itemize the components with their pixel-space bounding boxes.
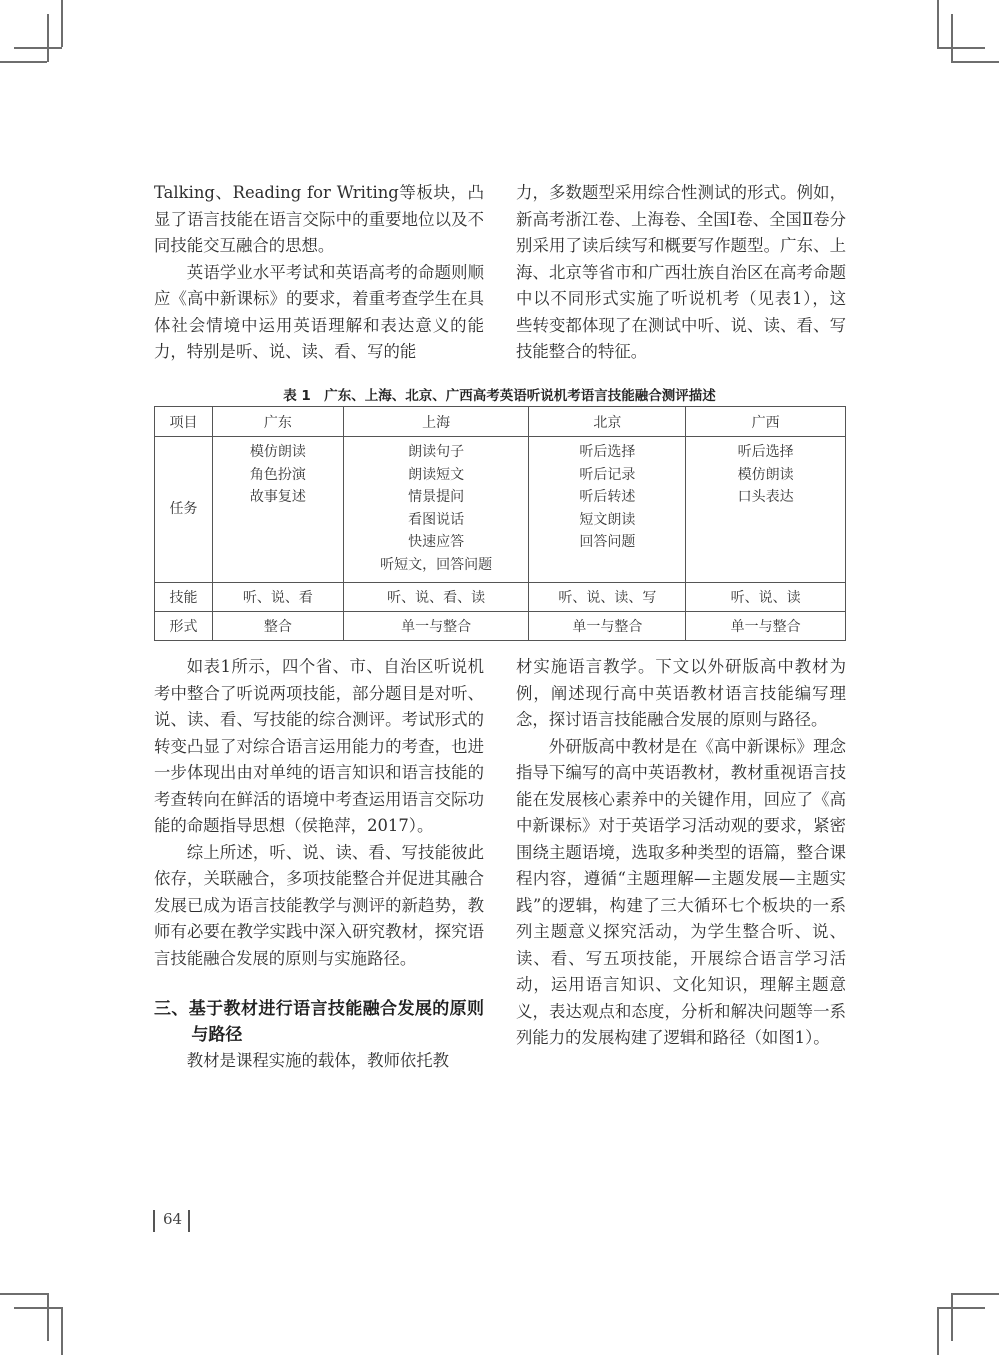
page-number xyxy=(163,1210,182,1228)
skills-guangxi: 听、说、读 xyxy=(686,583,846,612)
row-label: 技能 xyxy=(155,583,213,612)
task-item: 角色扮演 xyxy=(249,466,306,483)
crop-mark-bottom-left xyxy=(14,1307,62,1309)
form-guangxi: 单一与整合 xyxy=(686,612,846,641)
crop-mark-top-left xyxy=(14,47,62,49)
crop-mark-top-left xyxy=(47,14,49,62)
task-item: 回答问题 xyxy=(579,534,636,550)
page-number-bar-right xyxy=(188,1210,190,1232)
task-item: 听后记录 xyxy=(579,466,636,483)
task-item: 情景提问 xyxy=(408,489,465,505)
paragraph: 力，多数题型采用综合性测试的形式。例如，新高考浙江卷、上海卷、全国Ⅰ卷、全国Ⅱ卷分别采用了读后续写和概要写作题型。广东、上海、北京等省市和广西壮族自治区在高考命题中以不同形式实施了听说机考（见表1），这些转变都体现了在测试中听、说、读、看、写技能整合的特征。 xyxy=(516,183,846,361)
paragraph: 材实施语言教学。下文以外研版高中教材为例，阐述现行高中英语教材语言技能编写理念，探讨语言技能融合发展的原则与路径。 xyxy=(516,657,846,729)
task-item: 朗读短文 xyxy=(408,466,465,483)
section-heading: 三、基于教材进行语言技能融合发展的原则与路径 xyxy=(154,999,484,1045)
paragraph: 教材是课程实施的载体，教师依托教 xyxy=(186,1051,450,1070)
row-label: 形式 xyxy=(155,612,213,641)
paragraph: 外研版高中教材是在《高中新课标》理念指导下编写的高中英语教材，教材重视语言技能在发展核心素养中的关键作用，回应了《高中新课标》对于英语学习活动观的要求，紧密围绕主题语境，选取多种类型的语篇，整合课程内容，遵循“主题理解—主题发展—主题实践”的逻辑，构建了三大循环七个板块的一系列主题意义探究活动，为学生整合听、说、读、看、写五项技能，开展综合语言学习活动，运用语言知识、文化知识，理解主题意义，表达观点和态度，分析和解决问题等一系列能力的发展构建了逻辑和路径（如图1）。 xyxy=(516,736,846,1047)
task-item: 故事复述 xyxy=(249,489,306,505)
paragraph: 如表1所示，四个省、市、自治区听说机考中整合了听说两项技能，部分题目是对听、说、读、看、写技能的综合测评。考试形式的转变凸显了对综合语言运用能力的考查，也进一步体现出由对单纯的语言知识和语言技能的考查转向在鲜活的语境中考查运用语言交际功能的命题指导思想（侯艳萍，2017）。 xyxy=(154,657,484,835)
header-shanghai: 上海 xyxy=(343,407,529,437)
task-item: 模仿朗读 xyxy=(249,444,306,460)
crop-mark-bottom-right xyxy=(951,1293,953,1341)
table-row-tasks xyxy=(155,437,846,583)
form-shanghai: 单一与整合 xyxy=(343,612,529,641)
page-number-bar-left xyxy=(153,1210,155,1232)
tasks-guangdong xyxy=(212,437,343,583)
task-item: 模仿朗读 xyxy=(737,466,794,483)
crop-mark-top-right xyxy=(937,47,985,49)
crop-mark-bottom-left xyxy=(0,1293,47,1295)
header-guangdong: 广东 xyxy=(212,407,343,437)
task-item: 看图说话 xyxy=(408,511,465,528)
task-item: 听后选择 xyxy=(737,444,794,460)
crop-mark-top-right xyxy=(951,61,999,63)
left-column-upper xyxy=(154,180,484,366)
crop-mark-bottom-left xyxy=(47,1293,49,1341)
table-header-row xyxy=(155,407,846,437)
skills-beijing: 听、说、读、写 xyxy=(529,583,686,612)
header-guangxi: 广西 xyxy=(686,407,846,437)
crop-mark-bottom-right xyxy=(937,1307,939,1355)
crop-mark-bottom-right xyxy=(937,1307,985,1309)
tasks-shanghai xyxy=(343,437,529,583)
tasks-guangxi xyxy=(686,437,846,583)
skills-guangdong: 听、说、看 xyxy=(212,583,343,612)
paragraph: Talking、Reading for Writing等板块，凸显了语言技能在语言交际中的重要地位以及不同技能交互融合的思想。 xyxy=(154,183,484,255)
task-item: 听短文，回答问题 xyxy=(380,556,493,573)
crop-mark-top-left xyxy=(61,0,63,47)
row-label: 任务 xyxy=(155,437,213,583)
table-row-form xyxy=(155,612,846,641)
task-item: 朗读句子 xyxy=(408,444,465,460)
form-guangdong: 整合 xyxy=(212,612,343,641)
table-row-skills xyxy=(155,583,846,612)
task-item: 听后选择 xyxy=(579,444,636,460)
assessment-table xyxy=(154,406,846,641)
crop-mark-top-right xyxy=(951,14,953,62)
page-number-text: 64 xyxy=(163,1210,183,1228)
task-item: 听后转述 xyxy=(579,489,636,505)
skills-shanghai: 听、说、看、读 xyxy=(343,583,529,612)
crop-mark-top-left xyxy=(0,61,47,63)
left-column-lower xyxy=(154,654,484,1075)
right-column-lower xyxy=(516,654,846,1052)
right-column-upper xyxy=(516,180,846,366)
paragraph: 综上所述，听、说、读、看、写技能彼此依存，关联融合，多项技能整合并促进其融合发展已成为语言技能教学与测评的新趋势，教师有必要在教学实践中深入研究教材，探究语言技能融合发展的原则与实施路径。 xyxy=(154,842,484,968)
header-item: 项目 xyxy=(155,407,213,437)
paragraph: 英语学业水平考试和英语高考的命题则顺应《高中新课标》的要求，着重考查学生在具体社会情境中运用英语理解和表达意义的能力，特别是听、说、读、看、写的能 xyxy=(154,262,484,361)
form-beijing: 单一与整合 xyxy=(529,612,686,641)
task-item: 快速应答 xyxy=(408,534,465,550)
task-item: 短文朗读 xyxy=(579,511,636,528)
crop-mark-bottom-right xyxy=(951,1293,999,1295)
crop-mark-bottom-left xyxy=(61,1307,63,1355)
table-caption: 表 1 广东、上海、北京、广西高考英语听说机考语言技能融合测评描述 xyxy=(283,388,716,404)
task-item: 口头表达 xyxy=(737,489,794,505)
crop-mark-top-right xyxy=(937,0,939,47)
tasks-beijing xyxy=(529,437,686,583)
header-beijing: 北京 xyxy=(529,407,686,437)
